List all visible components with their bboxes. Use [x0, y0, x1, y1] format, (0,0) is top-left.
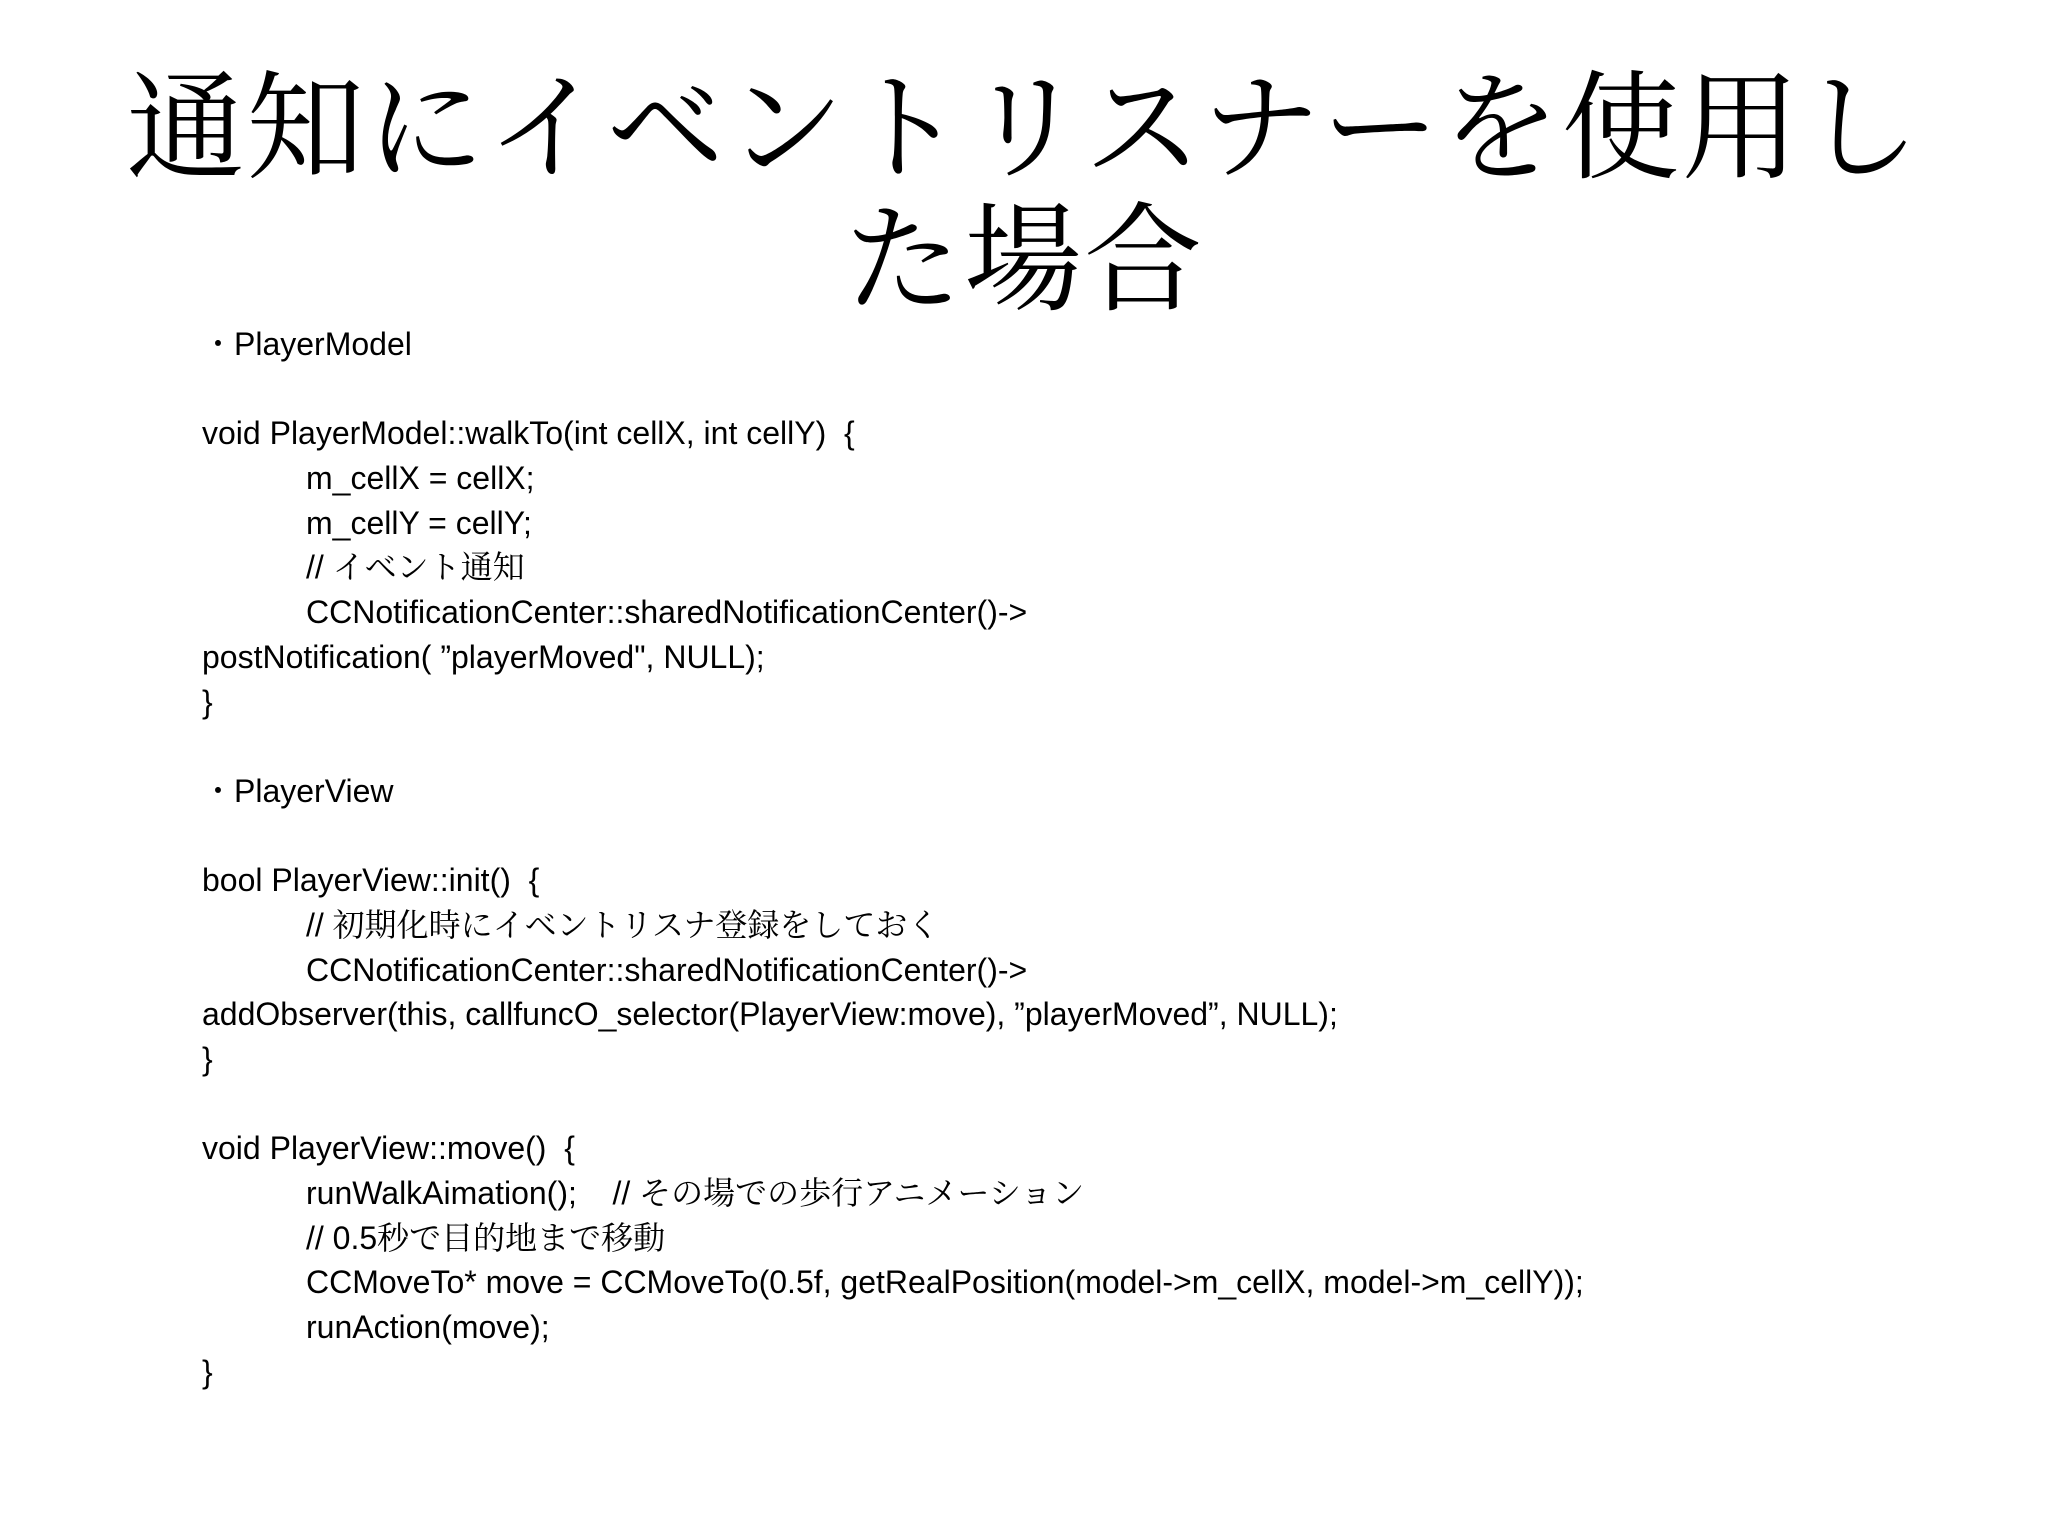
code-line: ・PlayerView — [202, 772, 394, 809]
code-line: void PlayerModel::walkTo(int cellX, int cellY) { — [202, 415, 855, 452]
slide-title-line-1: 通知にイベントリスナーを使用し — [126, 59, 1922, 197]
slide-title — [120, 59, 1928, 329]
blank-line — [202, 724, 1982, 769]
code-line: bool PlayerView::init() { — [202, 862, 540, 899]
code-line: } — [202, 683, 213, 720]
code-line: } — [202, 1041, 213, 1077]
code-line: CCMoveTo* move = CCMoveTo(0.5f, getRealPosition(model->m_cellX, model->m_cellY)); — [306, 1264, 1584, 1301]
code-line: ・PlayerModel — [202, 326, 412, 362]
blank-line — [202, 367, 1982, 412]
code-line: addObserver(this, callfuncO_selector(PlayerView:move), ”playerMoved”, NULL); — [202, 996, 1338, 1033]
code-line: runAction(move); — [306, 1309, 550, 1346]
code-body — [202, 322, 1982, 1395]
code-line: CCNotificationCenter::sharedNotificationCenter()-> — [306, 951, 1028, 988]
blank-line — [202, 1082, 1982, 1127]
code-line: void PlayerView::move() { — [202, 1130, 575, 1167]
slide-title-line-2: た場合 — [843, 191, 1204, 329]
code-line: // 初期化時にイベントリスナ登録をしておく — [306, 906, 940, 943]
code-line: runWalkAimation(); // その場での歩行アニメーション — [306, 1175, 1085, 1212]
code-line: postNotification( ”playerMoved", NULL); — [202, 638, 765, 675]
blank-line — [202, 814, 1982, 859]
code-line: m_cellX = cellX; — [306, 460, 535, 497]
code-line: // 0.5秒で目的地まで移動 — [306, 1219, 666, 1256]
code-line: // イベント通知 — [306, 549, 525, 586]
code-line: CCNotificationCenter::sharedNotificationCenter()-> — [306, 594, 1028, 631]
code-line: m_cellY = cellY; — [306, 504, 532, 541]
code-line: } — [202, 1353, 213, 1390]
